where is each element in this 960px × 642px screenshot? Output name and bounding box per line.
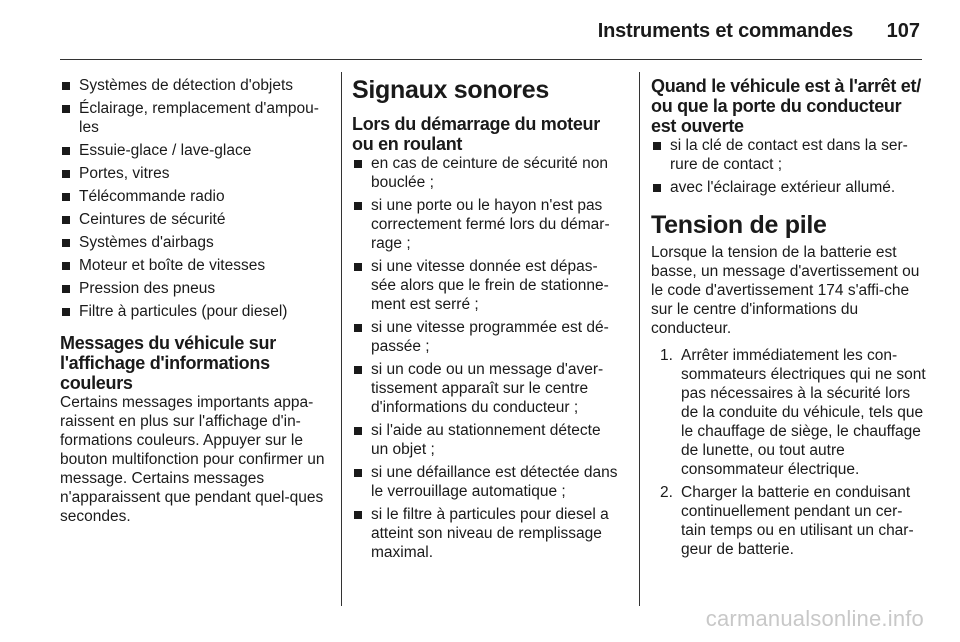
list-item: en cas de ceinture de sécurité non bouclée ; xyxy=(352,154,622,192)
step-item xyxy=(651,483,926,559)
signals-list xyxy=(352,154,622,562)
messages-heading: Messages du véhicule sur l'affichage d'informations couleurs xyxy=(60,333,276,393)
list-item: si l'aide au stationnement détecte un objet ; xyxy=(352,421,622,459)
list-item: Moteur et boîte de vitesses xyxy=(60,256,330,275)
list-item: Télécommande radio xyxy=(60,187,330,206)
step-item xyxy=(651,346,926,479)
list-item: si un code ou un message d'aver-tissement apparaît sur le centre d'informations du conducteur ; xyxy=(352,360,622,417)
page-header xyxy=(0,0,960,58)
column-middle xyxy=(352,76,622,566)
section-title: Instruments et commandes xyxy=(597,20,853,42)
step-text: Charger la batterie en conduisant continuellement pendant un cer-tain temps ou en utilisant un char-geur de batterie. xyxy=(681,484,914,558)
list-item: si une défaillance est détectée dans le verrouillage automatique ; xyxy=(352,463,622,501)
list-item: Systèmes de détection d'objets xyxy=(60,76,330,95)
list-item: si le filtre à particules pour diesel a atteint son niveau de remplissage maximal. xyxy=(352,505,622,562)
column-right xyxy=(651,76,926,563)
column-left xyxy=(60,76,330,526)
list-item: Systèmes d'airbags xyxy=(60,233,330,252)
signals-subheading: Lors du démarrage du moteur ou en roulant xyxy=(352,114,600,154)
header-divider xyxy=(60,59,922,60)
step-text: Arrêter immédiatement les con-sommateurs électriques qui ne sont pas nécessaires à la sécurité lors de la conduite du véhicule, tels que le chauffage de siège, le chauffage de lunette, ou tout autre consommateur électrique. xyxy=(681,347,926,478)
column-divider-2 xyxy=(639,72,640,606)
list-item: Ceintures de sécurité xyxy=(60,210,330,229)
column-divider-1 xyxy=(341,72,342,606)
list-item: Éclairage, remplacement d'ampou-les xyxy=(60,99,330,137)
list-item: avec l'éclairage extérieur allumé. xyxy=(651,178,926,197)
list-item: si la clé de contact est dans la ser-rure de contact ; xyxy=(651,136,926,174)
page-number: 107 xyxy=(886,20,920,42)
list-item: si une vitesse programmée est dé-passée ; xyxy=(352,318,622,356)
watermark-text: carmanualsonline.info xyxy=(705,606,924,631)
battery-steps xyxy=(651,346,926,559)
signals-title: Signaux sonores xyxy=(352,76,549,104)
list-item: Pression des pneus xyxy=(60,279,330,298)
list-item: Filtre à particules (pour diesel) xyxy=(60,302,330,321)
step-number: 2. xyxy=(660,484,673,501)
stopped-list xyxy=(651,136,926,197)
topic-list xyxy=(60,76,330,321)
list-item: si une porte ou le hayon n'est pas correctement fermé lors du démar-rage ; xyxy=(352,196,622,253)
list-item: Essuie-glace / lave-glace xyxy=(60,141,330,160)
battery-title: Tension de pile xyxy=(651,211,827,239)
battery-paragraph: Lorsque la tension de la batterie est basse, un message d'avertissement ou le code d'avertissement 174 s'affi-che sur le centre d'informations du conducteur. xyxy=(651,244,920,337)
messages-paragraph: Certains messages importants appa-raissent en plus sur l'affichage d'in-formations couleurs. Appuyer sur le bouton multifonction pour confirmer un message. Certains messages n'apparaissent que pendant quel-ques secondes. xyxy=(60,394,325,525)
step-number: 1. xyxy=(660,347,673,364)
list-item: Portes, vitres xyxy=(60,164,330,183)
stopped-subheading: Quand le véhicule est à l'arrêt et/ ou que la porte du conducteur est ouverte xyxy=(651,76,921,136)
list-item: si une vitesse donnée est dépas-sée alors que le frein de stationne-ment est serré ; xyxy=(352,257,622,314)
